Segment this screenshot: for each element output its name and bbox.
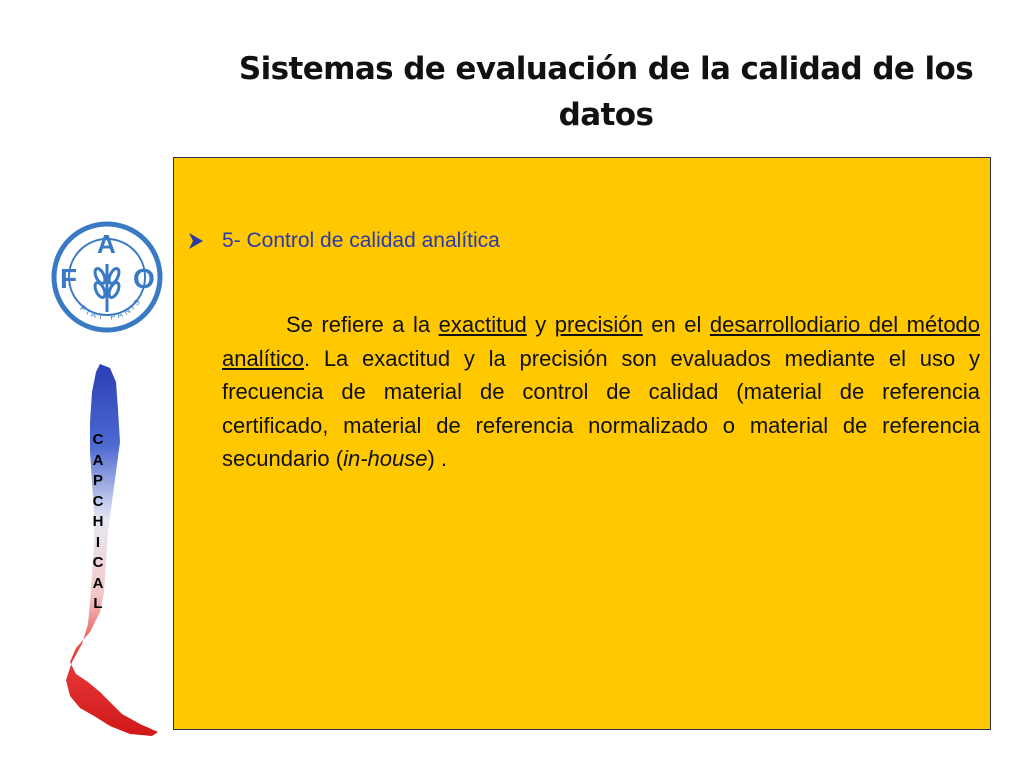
vertical-letter: L [93, 595, 103, 612]
slide-title: Sistemas de evaluación de la calidad de los datos [238, 51, 974, 133]
vertical-letter: I [95, 533, 101, 551]
para-part5: ) . [427, 446, 448, 471]
vertical-letter: P [92, 472, 103, 489]
bullet-text: 5- Control de calidad analítica [222, 229, 500, 252]
term-inhouse: in-house [343, 446, 428, 471]
vertical-letter: H [92, 513, 104, 530]
vertical-letter: A [92, 451, 104, 469]
vertical-letter: C [92, 554, 104, 571]
vertical-letter: C [92, 431, 104, 448]
capchical-vertical-text [88, 430, 108, 615]
para-part4: . La exactitud y la precisión son evaluados mediante el uso y frecuencia de material de control de calidad (material de referencia certificado, material de referencia normalizado o material de referencia secundario ( [222, 345, 980, 471]
vertical-letter: C [92, 492, 104, 510]
logo-letter-f: F [60, 263, 78, 294]
bullet-item [186, 229, 500, 253]
chile-map-image [60, 362, 164, 738]
para-part1: Se refiere a la [286, 312, 439, 337]
fao-logo [50, 220, 164, 334]
body-paragraph [222, 308, 980, 476]
logo-letter-o: O [133, 263, 155, 294]
logo-motto: FIAT PANIS [78, 295, 144, 322]
term-precision: precisión [554, 312, 643, 337]
para-part3: en el [642, 312, 710, 337]
vertical-letter: A [92, 574, 104, 592]
logo-letter-a: A [97, 229, 116, 259]
term-exactitud: exactitud [438, 312, 527, 337]
arrow-bullet-icon [186, 231, 206, 251]
para-part2: y [526, 312, 555, 337]
term-method: desarrollodiario del método analítico [222, 312, 981, 371]
